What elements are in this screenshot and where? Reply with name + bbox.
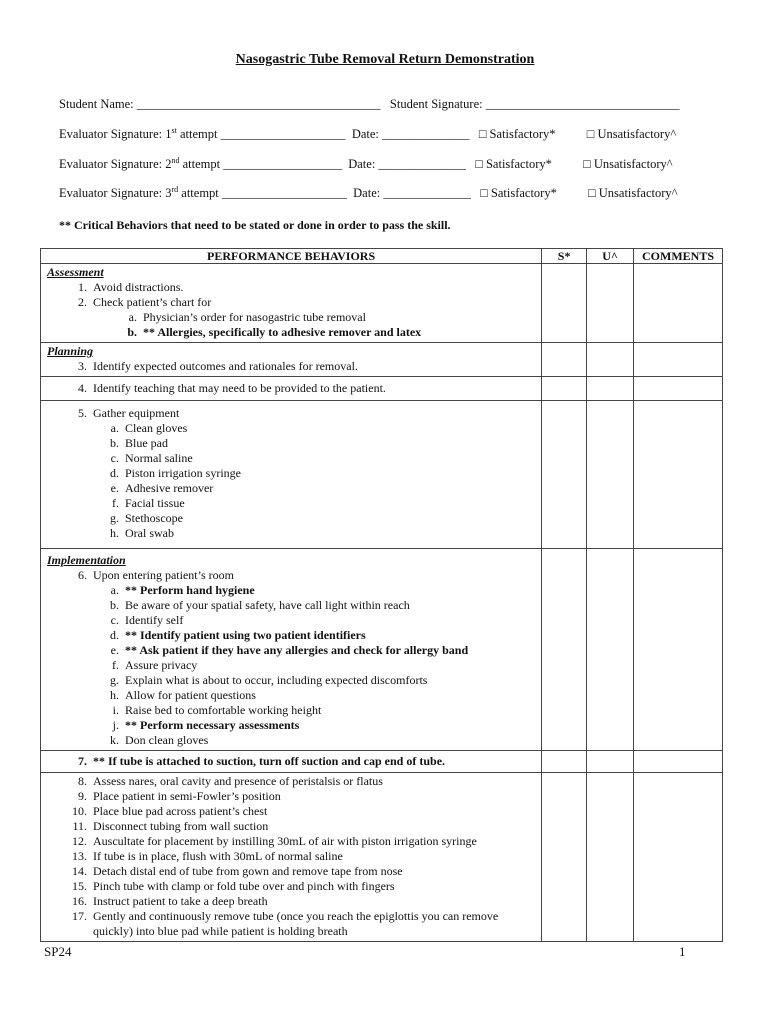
list-item: 10. Place blue pad across patient’s chest	[72, 804, 268, 818]
page-number: 1	[679, 944, 686, 959]
list-item: k. Don clean gloves	[110, 733, 209, 747]
table-row	[41, 401, 723, 549]
list-item: e. ** Ask patient if they have any allergies and check for allergy band	[110, 643, 469, 657]
list-item: b. Blue pad	[110, 436, 168, 450]
header-u: U^	[587, 249, 634, 264]
list-item: 16. Instruct patient to take a deep breath	[72, 894, 268, 908]
list-item: 1. Avoid distractions.	[78, 280, 184, 294]
list-item: a. Clean gloves	[110, 421, 188, 435]
attempt-line-3: Evaluator Signature: 3rd attempt ____________________ Date: ______________ □ Satisfactory* □ Unsatisfactory^	[59, 185, 678, 200]
comments-cell[interactable]	[634, 401, 723, 549]
critical-note: ** Critical Behaviors that need to be stated or done in order to pass the skill.	[59, 218, 451, 232]
list-item: 15. Pinch tube with clamp or fold tube over and pinch with fingers	[72, 879, 395, 893]
list-item: 2. Check patient’s chart for	[78, 295, 212, 309]
header-s: S*	[542, 249, 587, 264]
list-item: e. Adhesive remover	[110, 481, 214, 495]
header-performance: PERFORMANCE BEHAVIORS	[41, 249, 542, 264]
table-row	[41, 264, 723, 343]
attempt-line-2: Evaluator Signature: 2nd attempt ___________________ Date: ______________ □ Satisfactory* □ Unsatisfactory^	[59, 156, 673, 171]
list-item: f. Assure privacy	[112, 658, 198, 672]
comments-cell[interactable]	[634, 773, 723, 942]
table-row	[41, 751, 723, 773]
student-line: Student Name: _______________________________________ Student Signature: _______________________________	[59, 97, 680, 111]
list-item: 9. Place patient in semi-Fowler’s position	[78, 789, 281, 803]
comments-cell[interactable]	[634, 264, 723, 343]
header-comments: COMMENTS	[634, 249, 723, 264]
list-item: 6. Upon entering patient’s room	[78, 568, 234, 582]
list-item: 3. Identify expected outcomes and rationales for removal.	[78, 359, 358, 373]
list-item: 5. Gather equipment	[78, 406, 180, 420]
list-item: 17. Gently and continuously remove tube (once you reach the epiglottis you can remove quickly) into blue pad while patient is holding breath	[72, 909, 499, 938]
list-item: 12. Auscultate for placement by instilling 30mL of air with piston irrigation syringe	[72, 834, 477, 848]
comments-cell[interactable]	[634, 377, 723, 401]
list-item: c. Identify self	[110, 613, 184, 627]
s-checkbox-cell[interactable]	[542, 343, 587, 377]
page-title: Nasogastric Tube Removal Return Demonstration	[235, 52, 535, 67]
u-checkbox-cell[interactable]	[587, 401, 634, 549]
s-checkbox-cell[interactable]	[542, 549, 587, 751]
list-item: b. ** Allergies, specifically to adhesive remover and latex	[127, 325, 422, 339]
s-checkbox-cell[interactable]	[542, 377, 587, 401]
list-item: 4. Identify teaching that may need to be provided to the patient.	[78, 381, 386, 395]
section-assessment: Assessment	[47, 265, 104, 279]
list-item: d. ** Identify patient using two patient identifiers	[110, 628, 366, 642]
comments-cell[interactable]	[634, 751, 723, 773]
list-item: c. Normal saline	[110, 451, 193, 465]
list-item: 7. ** If tube is attached to suction, turn off suction and cap end of tube.	[78, 754, 446, 768]
u-checkbox-cell[interactable]	[587, 343, 634, 377]
table-row	[41, 773, 723, 942]
s-checkbox-cell[interactable]	[542, 264, 587, 343]
section-implementation: Implementation	[47, 553, 126, 567]
list-item: h. Allow for patient questions	[110, 688, 256, 702]
list-item: 14. Detach distal end of tube from gown and remove tape from nose	[72, 864, 403, 878]
list-item: g. Stethoscope	[110, 511, 183, 525]
list-item: d. Piston irrigation syringe	[110, 466, 241, 480]
list-item: b. Be aware of your spatial safety, have call light within reach	[110, 598, 410, 612]
comments-cell[interactable]	[634, 549, 723, 751]
s-checkbox-cell[interactable]	[542, 773, 587, 942]
list-item: 11. Disconnect tubing from wall suction	[72, 819, 269, 833]
u-checkbox-cell[interactable]	[587, 549, 634, 751]
s-checkbox-cell[interactable]	[542, 751, 587, 773]
table-header-row	[41, 249, 723, 264]
u-checkbox-cell[interactable]	[587, 751, 634, 773]
u-checkbox-cell[interactable]	[587, 773, 634, 942]
u-checkbox-cell[interactable]	[587, 264, 634, 343]
u-checkbox-cell[interactable]	[587, 377, 634, 401]
list-item: a. ** Perform hand hygiene	[110, 583, 255, 597]
table-row	[41, 377, 723, 401]
s-checkbox-cell[interactable]	[542, 401, 587, 549]
table-row	[41, 549, 723, 751]
list-item: h. Oral swab	[110, 526, 174, 540]
list-item: j. ** Perform necessary assessments	[112, 718, 300, 732]
comments-cell[interactable]	[634, 343, 723, 377]
attempt-line-1: Evaluator Signature: 1st attempt ____________________ Date: ______________ □ Satisfactory* □ Unsatisfactory^	[59, 126, 677, 141]
footer-code: SP24	[44, 944, 72, 959]
performance-table	[40, 248, 723, 942]
list-item: f. Facial tissue	[112, 496, 185, 510]
section-planning: Planning	[47, 344, 94, 358]
list-item: i. Raise bed to comfortable working height	[112, 703, 322, 717]
list-item: a. Physician’s order for nasogastric tube removal	[128, 310, 366, 324]
list-item: g. Explain what is about to occur, including expected discomforts	[110, 673, 428, 687]
table-row	[41, 343, 723, 377]
list-item: 13. If tube is in place, flush with 30mL of normal saline	[72, 849, 343, 863]
list-item: 8. Assess nares, oral cavity and presence of peristalsis or flatus	[78, 774, 383, 788]
